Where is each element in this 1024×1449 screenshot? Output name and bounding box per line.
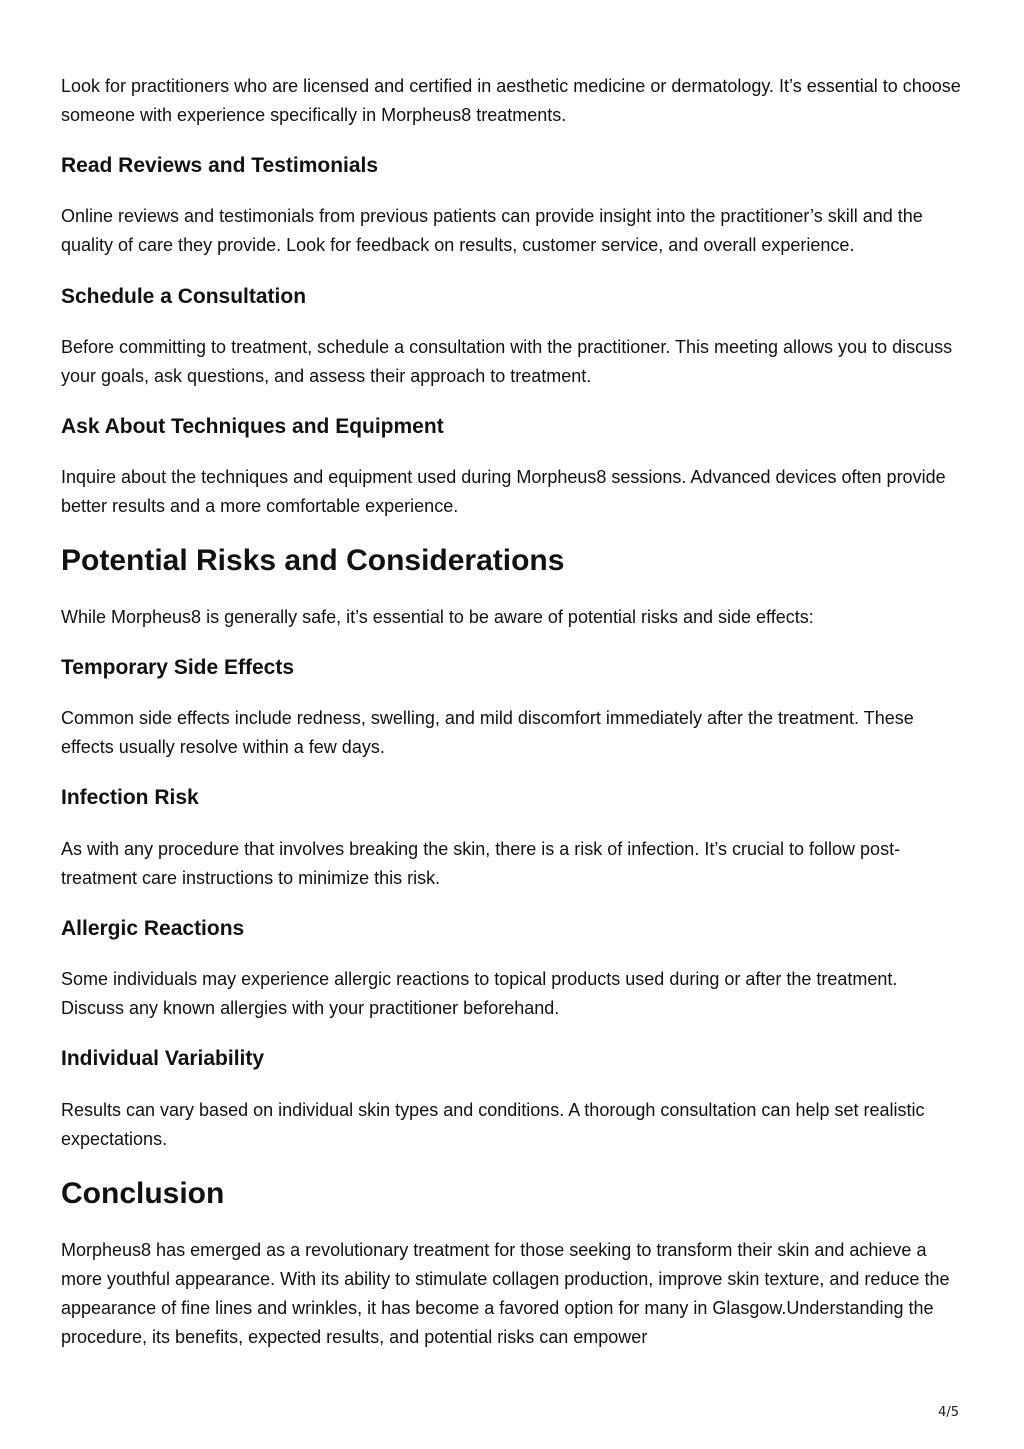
techniques-paragraph: Inquire about the techniques and equipment used during Morpheus8 sessions. Advanced devices often provide better results and a more comfortable experience. bbox=[61, 467, 946, 516]
conclusion-paragraph: Morpheus8 has emerged as a revolutionary treatment for those seeking to transform their skin and achieve a more youthful appearance. With its ability to stimulate collagen production, improve skin texture, and reduce the appearance of fine lines and wrinkles, it has become a favored option for many in Glasgow.Understanding the procedure, its benefits, expected results, and potential risks can empower bbox=[61, 1240, 950, 1347]
infection-paragraph: As with any procedure that involves breaking the skin, there is a risk of infection. It’s crucial to follow post-treatment care instructions to minimize this risk. bbox=[61, 839, 901, 888]
page-number: 4/5 bbox=[938, 1405, 959, 1420]
heading-consultation: Schedule a Consultation bbox=[61, 285, 307, 308]
heading-allergic: Allergic Reactions bbox=[61, 917, 245, 940]
heading-conclusion: Conclusion bbox=[61, 1177, 225, 1210]
heading-variability: Individual Variability bbox=[61, 1047, 265, 1070]
heading-risks: Potential Risks and Considerations bbox=[61, 544, 565, 577]
side-effects-paragraph: Common side effects include redness, swelling, and mild discomfort immediately after the treatment. These effects usually resolve within a few days. bbox=[61, 708, 914, 757]
allergic-paragraph: Some individuals may experience allergic reactions to topical products used during or after the treatment. Discuss any known allergies with your practitioner beforehand. bbox=[61, 969, 898, 1018]
reviews-paragraph: Online reviews and testimonials from previous patients can provide insight into the practitioner’s skill and the quality of care they provide. Look for feedback on results, customer service, and overall experience. bbox=[61, 206, 923, 255]
consultation-paragraph: Before committing to treatment, schedule a consultation with the practitioner. This meeting allows you to discuss your goals, ask questions, and assess their approach to treatment. bbox=[61, 337, 953, 386]
heading-reviews: Read Reviews and Testimonials bbox=[61, 154, 379, 177]
intro-paragraph: Look for practitioners who are licensed and certified in aesthetic medicine or dermatology. It’s essential to choose someone with experience specifically in Morpheus8 treatments. bbox=[61, 76, 961, 125]
risks-paragraph: While Morpheus8 is generally safe, it’s essential to be aware of potential risks and side effects: bbox=[61, 607, 814, 627]
heading-infection: Infection Risk bbox=[61, 786, 199, 809]
heading-techniques: Ask About Techniques and Equipment bbox=[61, 415, 444, 438]
heading-side-effects: Temporary Side Effects bbox=[61, 656, 295, 679]
variability-paragraph: Results can vary based on individual skin types and conditions. A thorough consultation can help set realistic expectations. bbox=[61, 1100, 925, 1149]
